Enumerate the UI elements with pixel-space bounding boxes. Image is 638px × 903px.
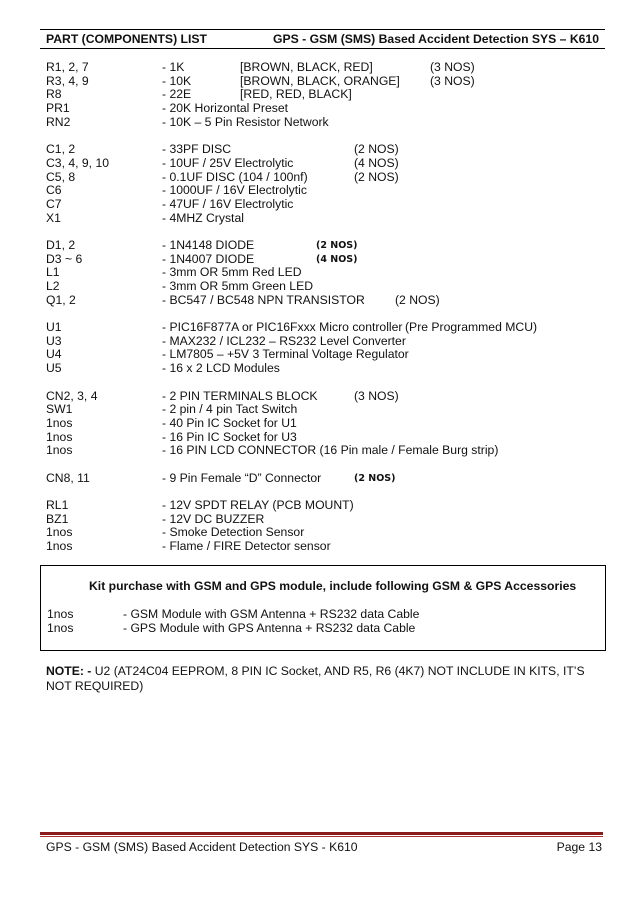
component-quantity: (4 NOS) [316,253,358,265]
component-description: - 1000UF / 16V Electrolytic [162,183,307,198]
component-reference: 1nos [46,429,73,444]
component-quantity: (2 NOS) [316,239,358,251]
footer-rule-thin [40,836,603,837]
component-row [46,184,606,198]
component-quantity: (2 NOS) [354,472,396,484]
note-label: NOTE: - [46,664,92,678]
header-project: GPS - GSM (SMS) Based Accident Detection SYS – K610 [273,32,599,46]
component-description: - 16 Pin IC Socket for U3 [162,429,297,444]
component-row [46,526,606,540]
component-reference: 1nos [46,443,73,458]
component-description: - LM7805 – +5V 3 Terminal Voltage Regulator [162,347,409,362]
component-description: - 0.1UF DISC (104 / 100nf) [162,169,308,184]
component-row [46,253,606,267]
component-color-code: [BROWN, BLACK, ORANGE] [240,73,400,88]
component-reference: U5 [46,361,62,376]
component-reference: L2 [46,279,60,293]
group-spacer [46,485,606,499]
component-reference: PR1 [46,101,70,116]
component-row [46,143,606,157]
component-reference: X1 [46,210,61,225]
component-reference: 1nos [46,415,73,430]
component-reference: L1 [46,265,60,280]
component-reference: U4 [46,347,62,362]
component-reference: R8 [46,87,62,102]
component-quantity: (3 NOS) [430,60,475,74]
component-row [46,266,606,280]
component-description: - 33PF DISC [162,142,232,157]
component-description: - 2 PIN TERMINALS BLOCK [162,388,318,403]
component-description: - 47UF / 16V Electrolytic [162,196,294,211]
group-spacer [46,225,606,239]
header-title: PART (COMPONENTS) LIST [46,32,207,46]
component-list [46,61,606,554]
component-description: - 1K [162,60,185,74]
component-reference: R1, 2, 7 [46,60,89,74]
page-header [40,29,605,49]
component-description: - 20K Horizontal Preset [162,101,288,116]
component-description: - PIC16F877A or PIC16Fxxx Micro controller [162,320,403,335]
component-description: - 16 x 2 LCD Modules [162,361,280,376]
component-row [46,335,606,349]
component-description: - 12V DC BUZZER [162,511,265,526]
component-reference: SW1 [46,402,73,417]
component-description: - 2 pin / 4 pin Tact Switch [162,402,298,417]
component-description: - 22E [162,87,192,102]
component-row [46,171,606,185]
component-row [46,212,606,226]
component-row [46,348,606,362]
component-description: - Smoke Detection Sensor [162,525,305,540]
component-description: - 1N4148 DIODE [162,237,255,252]
component-row [46,540,606,554]
component-reference: BZ1 [46,511,69,526]
component-quantity: (2 NOS) [395,292,440,307]
component-row [46,157,606,171]
component-row [46,472,606,486]
component-description: - 9 Pin Female “D” Connector [162,470,322,485]
footer-title: GPS - GSM (SMS) Based Accident Detection SYS - K610 [46,840,358,854]
kit-accessories-box [40,565,606,651]
note-text: U2 (AT24C04 EEPROM, 8 PIN IC Socket, AND R5, R6 (4K7) NOT INCLUDE IN KITS, IT’S NOT REQUIRED) [46,664,585,693]
kit-item-qty: 1nos [47,607,74,621]
component-reference: Q1, 2 [46,292,76,307]
component-reference: CN2, 3, 4 [46,388,98,403]
component-reference: C1, 2 [46,142,76,157]
component-quantity: (3 NOS) [430,73,475,88]
component-row [46,88,606,102]
component-row [46,321,606,335]
kit-item-desc: - GPS Module with GPS Antenna + RS232 data Cable [123,621,416,635]
group-spacer [46,307,606,321]
component-quantity: (2 NOS) [354,169,399,184]
component-quantity: (2 NOS) [354,142,399,157]
page-number: Page 13 [556,840,602,854]
component-quantity: (4 NOS) [354,155,399,170]
component-reference: C3, 4, 9, 10 [46,155,110,170]
component-description: - 10UF / 25V Electrolytic [162,155,294,170]
component-description: - 3mm OR 5mm Red LED [162,265,302,280]
component-row [46,444,606,458]
component-reference: CN8, 11 [46,470,90,485]
component-description: - 40 Pin IC Socket for U1 [162,415,297,430]
kit-title: Kit purchase with GSM and GPS module, include following GSM & GPS Accessories [89,579,577,593]
component-row [46,198,606,212]
component-row [46,102,606,116]
component-color-code: [RED, RED, BLACK] [240,87,352,102]
component-description: - Flame / FIRE Detector sensor [162,539,331,554]
kit-item-qty: 1nos [47,621,74,635]
component-row [46,239,606,253]
component-row [46,431,606,445]
component-color-code: [BROWN, BLACK, RED] [240,60,373,74]
component-quantity: (3 NOS) [354,388,399,403]
component-reference: C5, 8 [46,169,76,184]
component-reference: 1nos [46,525,73,540]
component-row [46,116,606,130]
component-description: - 16 PIN LCD CONNECTOR (16 Pin male / Female Burg strip) [162,443,499,458]
component-row [46,61,606,75]
component-reference: D1, 2 [46,237,76,252]
component-description: - MAX232 / ICL232 – RS232 Level Converter [162,333,406,348]
component-reference: D3 ~ 6 [46,251,83,266]
group-spacer [46,458,606,472]
group-spacer [46,129,606,143]
kit-item-desc: - GSM Module with GSM Antenna + RS232 data Cable [123,607,420,621]
component-description: - 3mm OR 5mm Green LED [162,279,314,293]
group-spacer [46,376,606,390]
component-reference: U3 [46,333,62,348]
component-reference: C7 [46,196,62,211]
component-row [46,417,606,431]
component-row [46,513,606,527]
component-description: - 4MHZ Crystal [162,210,244,225]
component-description: - 10K – 5 Pin Resistor Network [162,114,329,129]
component-quantity: (Pre Programmed MCU) [405,320,538,335]
component-description: - 1N4007 DIODE [162,251,255,266]
component-description: - 10K [162,73,192,88]
component-row [46,294,606,308]
component-reference: R3, 4, 9 [46,73,89,88]
component-reference: U1 [46,320,62,335]
component-reference: RN2 [46,114,71,129]
component-row [46,390,606,404]
component-row [46,280,606,294]
component-row [46,499,606,513]
footer-rule [40,832,603,835]
component-reference: 1nos [46,539,73,554]
component-row [46,403,606,417]
component-reference: RL1 [46,498,69,512]
component-description: - 12V SPDT RELAY (PCB MOUNT) [162,498,354,512]
note [46,664,606,694]
component-row [46,75,606,89]
component-row [46,362,606,376]
component-reference: C6 [46,183,62,198]
component-description: - BC547 / BC548 NPN TRANSISTOR [162,292,365,307]
